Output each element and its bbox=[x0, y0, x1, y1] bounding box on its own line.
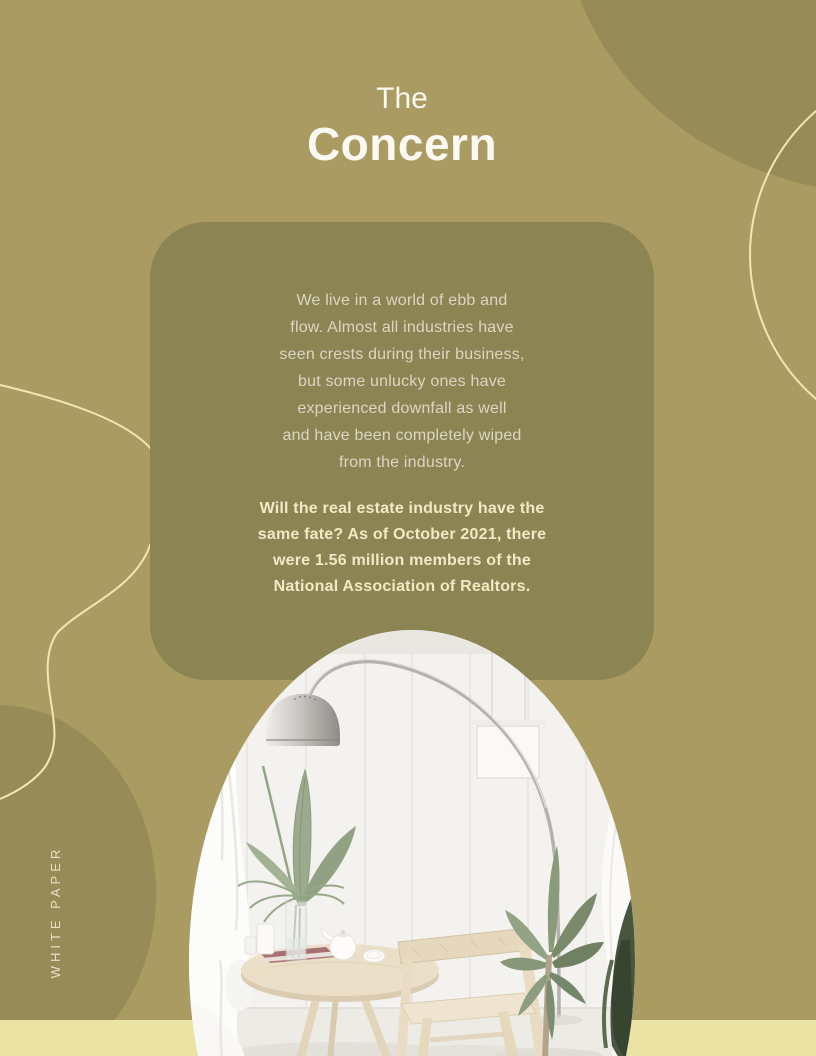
white-canister bbox=[257, 924, 274, 954]
body-line: but some unlucky ones have bbox=[298, 373, 506, 390]
body-line: flow. Almost all industries have bbox=[290, 319, 514, 336]
body-line: and have been completely wiped bbox=[282, 427, 522, 444]
body-line: seen crests during their business, bbox=[279, 346, 525, 363]
page-title-line2: Concern bbox=[306, 118, 498, 170]
small-jar bbox=[245, 937, 256, 954]
side-label: WHITE PAPER bbox=[47, 845, 63, 979]
hanging-bar bbox=[470, 720, 546, 725]
small-bowl bbox=[363, 950, 385, 963]
body-line: from the industry. bbox=[338, 454, 465, 471]
emphasis-line: Will the real estate industry have the bbox=[259, 500, 545, 517]
emphasis-line: same fate? As of October 2021, there bbox=[257, 526, 547, 543]
page-title-line1: The bbox=[376, 82, 428, 115]
photo-ceiling-band bbox=[185, 624, 645, 654]
body-line: experienced downfall as well bbox=[297, 400, 507, 417]
emphasis-line: National Association of Realtors. bbox=[273, 578, 531, 595]
emphasis-line: were 1.56 million members of the bbox=[272, 552, 532, 569]
body-line: We live in a world of ebb and bbox=[296, 292, 508, 309]
